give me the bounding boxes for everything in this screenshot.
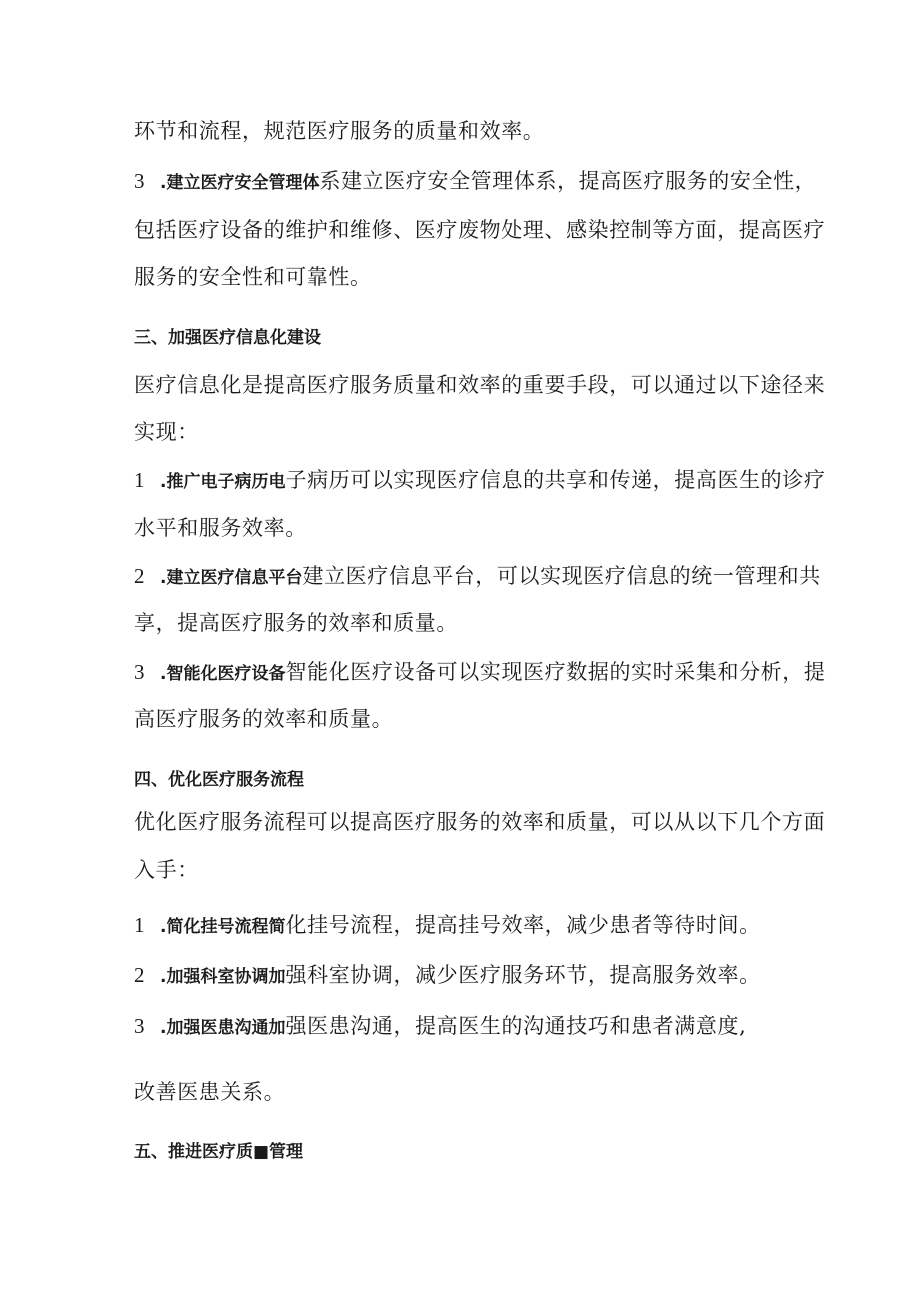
list-number: 1 xyxy=(134,468,146,492)
body-text: 水平和服务效率。 xyxy=(134,516,307,540)
paragraph-line xyxy=(134,263,794,291)
section-heading-text: 五、推进医疗质■管理 xyxy=(134,1142,304,1162)
list-number: 3 xyxy=(134,660,146,684)
paragraph-line xyxy=(134,808,826,836)
body-text: 智能化医疗设备可以实现医疗数据的实时采集和分析，提 xyxy=(285,660,826,684)
list-item-3-communication xyxy=(134,1012,794,1042)
body-text: 改善医患关系。 xyxy=(134,1080,286,1104)
body-text: 化挂号流程，提高挂号效率，减少患者等待时间。 xyxy=(285,913,761,937)
paragraph-line xyxy=(134,216,826,244)
paragraph-line xyxy=(134,514,794,542)
list-item-2-info-platform xyxy=(134,562,821,592)
body-text: 强医患沟通，提高医生的沟通技巧和患者满意度, xyxy=(285,1014,747,1038)
body-text: 环节和流程，规范医疗服务的质量和效率。 xyxy=(134,119,545,143)
list-item-3-medical-safety xyxy=(134,167,817,197)
list-number: 3 xyxy=(134,169,146,193)
list-item-title: .推广电子病历电 xyxy=(160,472,286,492)
list-item-title: .简化挂号流程简 xyxy=(160,917,286,937)
paragraph-line xyxy=(134,856,794,884)
body-text: 强科室协调，减少医疗服务环节，提高服务效率。 xyxy=(285,963,761,987)
paragraph-line xyxy=(134,371,826,399)
body-text: 系建立医疗安全管理体系，提高医疗服务的安全性， xyxy=(319,169,817,193)
body-text: 享，提高医疗服务的效率和质量。 xyxy=(134,611,458,635)
paragraph-line xyxy=(134,418,794,446)
section-heading-text: 三、加强医疗信息化建设 xyxy=(134,328,321,348)
list-number: 1 xyxy=(134,913,146,937)
body-text: 建立医疗信息平台，可以实现医疗信息的统一管理和共 xyxy=(302,564,821,588)
section-heading-4 xyxy=(134,764,794,794)
paragraph-line xyxy=(134,609,794,637)
body-text: 服务的安全性和可靠性。 xyxy=(134,265,372,289)
section-heading-5 xyxy=(134,1136,794,1166)
section-heading-text: 四、优化医疗服务流程 xyxy=(134,770,304,790)
list-item-title: .加强科室协调加 xyxy=(160,967,286,987)
list-number: 2 xyxy=(134,963,146,987)
list-item-title: .加强医患沟通加 xyxy=(160,1018,286,1038)
body-text: 高医疗服务的效率和质量。 xyxy=(134,707,394,731)
paragraph-line xyxy=(134,705,794,733)
body-text: 实现： xyxy=(134,420,199,444)
body-text: 优化医疗服务流程可以提高医疗服务的效率和质量，可以从以下几个方面 xyxy=(134,810,826,834)
list-item-title: .智能化医疗设备 xyxy=(160,664,286,684)
list-item-3-smart-devices xyxy=(134,658,826,688)
body-text: 入手： xyxy=(134,858,199,882)
list-item-1-emr xyxy=(134,466,826,496)
list-item-1-registration xyxy=(134,911,794,941)
paragraph-line xyxy=(134,117,794,145)
list-number: 3 xyxy=(134,1014,146,1038)
list-item-title: .建立医疗安全管理体 xyxy=(160,173,320,193)
list-item-title: .建立医疗信息平台 xyxy=(160,568,303,588)
list-number: 2 xyxy=(134,564,146,588)
body-text: 包括医疗设备的维护和维修、医疗废物处理、感染控制等方面，提高医疗 xyxy=(134,218,826,242)
paragraph-line xyxy=(134,1078,794,1106)
section-heading-3 xyxy=(134,322,794,352)
body-text: 医疗信息化是提高医疗服务质量和效率的重要手段，可以通过以下途径来 xyxy=(134,373,826,397)
list-item-2-department xyxy=(134,961,794,991)
body-text: 子病历可以实现医疗信息的共享和传递，提高医生的诊疗 xyxy=(285,468,826,492)
